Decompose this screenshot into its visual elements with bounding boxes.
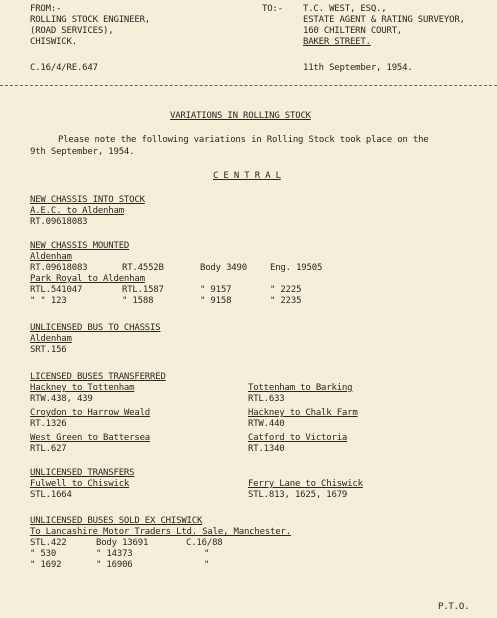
reference-number: C.16/4/RE.647 (30, 63, 98, 73)
unlicensed-transfer-right-route: Ferry Lane to Chiswick (248, 479, 363, 489)
division-heading: C E N T R A L (213, 171, 281, 181)
transfer-right-2-route: Hackney to Chalk Farm (248, 408, 358, 418)
unlicensed-transfer-left-bus: STL.1664 (30, 490, 72, 500)
transfer-left-2-route: Croydon to Harrow Weald (30, 408, 151, 418)
section-heading-licensed-buses-transferred: LICENSED BUSES TRANSFERRED (30, 372, 166, 382)
transfer-left-1-bus: RTW.438, 439 (30, 394, 93, 404)
mounted-row-3-engine: " 2235 (270, 296, 302, 306)
mounted-row-2-engine: " 2225 (270, 285, 302, 295)
new-chassis-mounted-location: Aldenham (30, 252, 72, 262)
transfer-left-1-route: Hackney to Tottenham (30, 383, 135, 393)
transfer-right-2-bus: RTW.440 (248, 419, 285, 429)
transfer-right-3-bus: RT.1340 (248, 444, 285, 454)
sold-row-3-vehicle: " 1692 (30, 560, 62, 570)
document-title: VARIATIONS IN ROLLING STOCK (170, 111, 311, 121)
unlicensed-bus-to-chassis-vehicle: SRT.156 (30, 345, 67, 355)
buses-sold-buyer: To Lancashire Motor Traders Ltd. Sale, Manchester. (30, 527, 291, 537)
sold-row-1-vehicle: STL.422 (30, 538, 67, 548)
from-line-3: CHISWICK. (30, 37, 77, 47)
transfer-left-3-route: West Green to Battersea (30, 433, 151, 443)
to-line-4: BAKER STREET. (303, 37, 371, 47)
sold-row-3-body: " 16906 (96, 560, 133, 570)
from-line-2: (ROAD SERVICES), (30, 26, 114, 36)
transfer-right-1-bus: RTL.633 (248, 394, 285, 404)
from-line-1: ROLLING STOCK ENGINEER, (30, 15, 151, 25)
section-heading-unlicensed-buses-sold: UNLICENSED BUSES SOLD EX CHISWICK (30, 516, 203, 526)
section-heading-new-chassis-into-stock: NEW CHASSIS INTO STOCK (30, 195, 145, 205)
sold-row-2-body: " 14373 (96, 549, 133, 559)
mounted-row-1-body: Body 3490 (200, 263, 247, 273)
mounted-row-1-vehicle: RT.4552B (122, 263, 164, 273)
unlicensed-transfer-right-bus: STL.813, 1625, 1679 (248, 490, 348, 500)
to-line-3: 160 CHILTERN COURT, (303, 26, 403, 36)
section-heading-new-chassis-mounted: NEW CHASSIS MOUNTED (30, 241, 130, 251)
mounted-row-2-chassis: RTL.541047 (30, 285, 83, 295)
from-label: FROM:- (30, 4, 62, 14)
unlicensed-bus-to-chassis-location: Aldenham (30, 334, 72, 344)
sold-row-2-ref: " (204, 549, 210, 559)
intro-line-1: Please note the following variations in Rolling Stock took place on the (58, 135, 429, 145)
mounted-row-3-vehicle: " 1588 (122, 296, 154, 306)
mounted-row-1-chassis: RT.09618083 (30, 263, 88, 273)
new-chassis-mounted-route: Park Royal to Aldenham (30, 274, 145, 284)
mounted-row-3-body: " 9158 (200, 296, 232, 306)
transfer-right-3-route: Catford to Victoria (248, 433, 348, 443)
to-label: TO:- (262, 4, 283, 14)
transfer-left-3-bus: RTL.627 (30, 444, 67, 454)
transfer-right-1-route: Tottenham to Barking (248, 383, 353, 393)
section-heading-unlicensed-bus-to-chassis: UNLICENSED BUS TO CHASSIS (30, 323, 161, 333)
document-date: 11th September, 1954. (303, 63, 413, 73)
sold-row-1-body: Body 13691 (96, 538, 149, 548)
mounted-row-3-chassis: " " 123 (30, 296, 67, 306)
to-line-2: ESTATE AGENT & RATING SURVEYOR, (303, 15, 465, 25)
section-heading-unlicensed-transfers: UNLICENSED TRANSFERS (30, 468, 135, 478)
page-turn-note: P.T.O. (438, 602, 470, 612)
mounted-row-2-vehicle: RTL.1587 (122, 285, 164, 295)
transfer-left-2-bus: RT.1326 (30, 419, 67, 429)
mounted-row-2-body: " 9157 (200, 285, 232, 295)
header-divider (0, 85, 497, 86)
sold-row-2-vehicle: " 530 (30, 549, 57, 559)
new-chassis-into-stock-route: A.E.C. to Aldenham (30, 206, 124, 216)
intro-line-2: 9th September, 1954. (30, 147, 135, 157)
mounted-row-1-engine: Eng. 19505 (270, 263, 323, 273)
unlicensed-transfer-left-route: Fulwell to Chiswick (30, 479, 130, 489)
to-line-1: T.C. WEST, ESQ., (303, 4, 387, 14)
sold-row-1-ref: C.16/88 (186, 538, 223, 548)
new-chassis-into-stock-vehicle: RT.09618083 (30, 217, 88, 227)
sold-row-3-ref: " (204, 560, 210, 570)
